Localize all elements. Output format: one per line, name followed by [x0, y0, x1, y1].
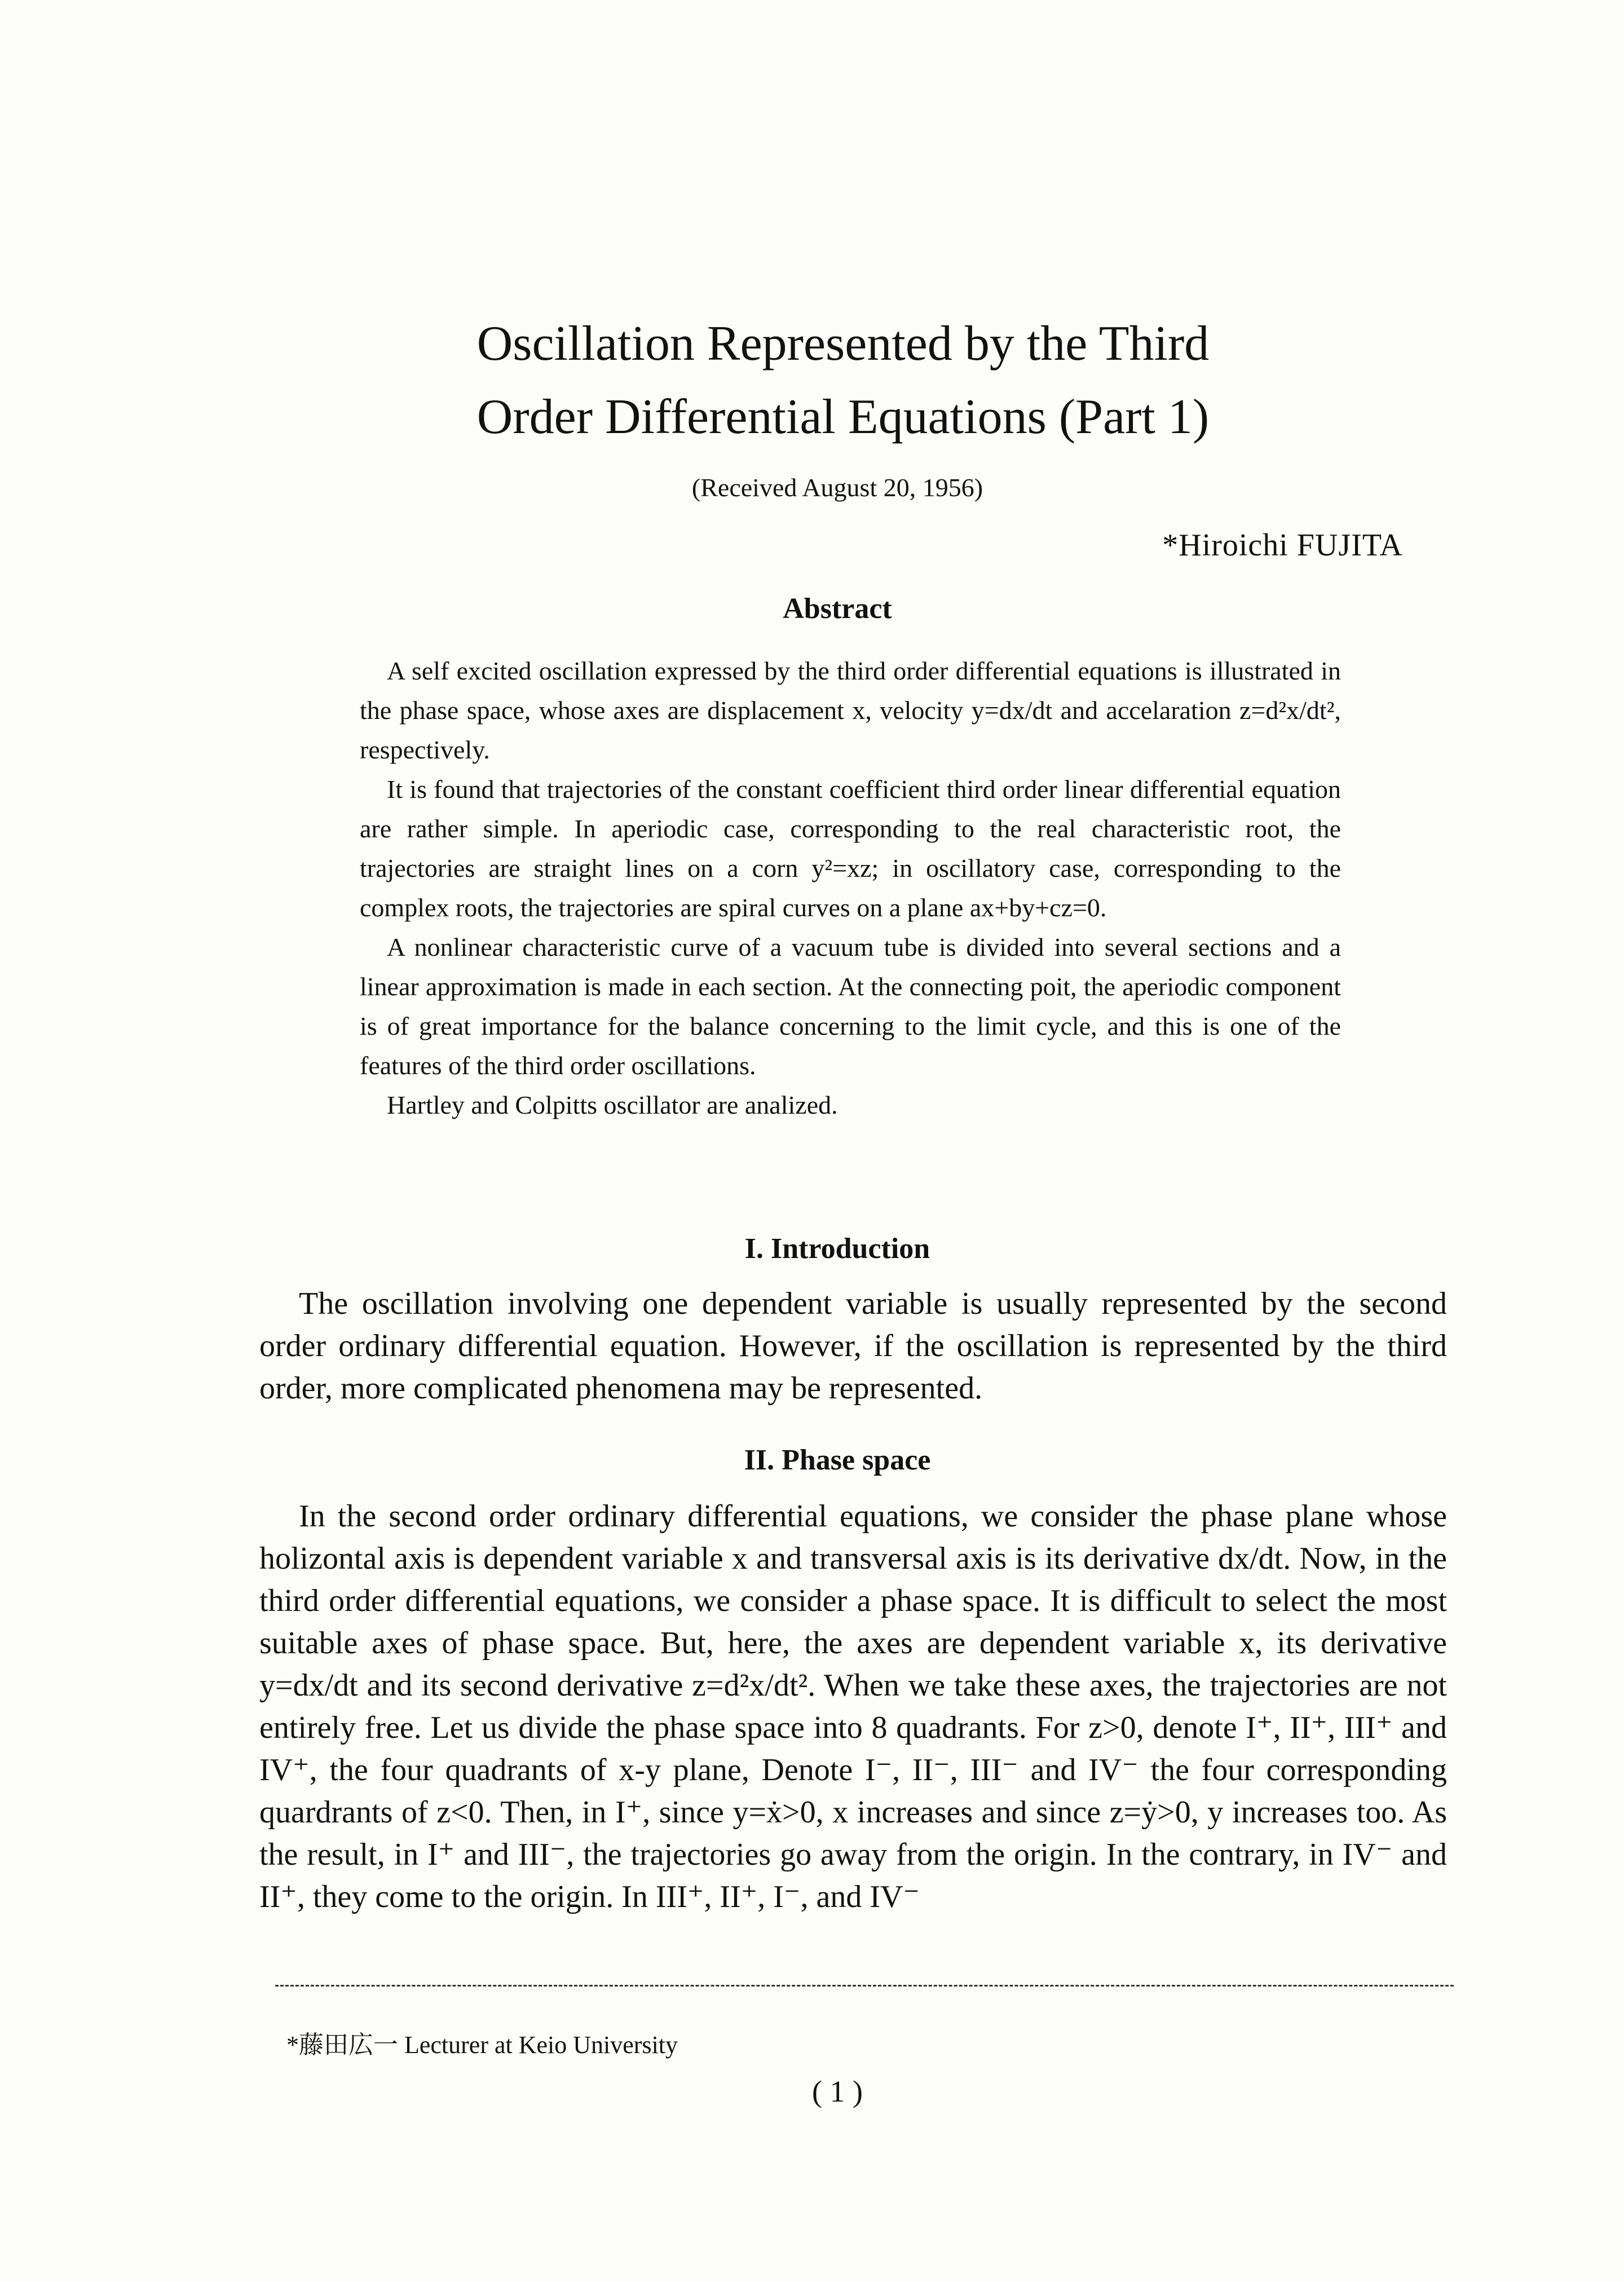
abstract-paragraph: A nonlinear characteristic curve of a vacuum tube is divided into several sections and a linear approximation is made in each section. At the connecting poit, the aperiodic component is of great importance for the balance concerning to the limit cycle, and this is one of the features of the third order oscillations.: [360, 933, 1341, 1080]
introduction-heading: I. Introduction: [744, 1233, 930, 1265]
introduction-paragraph: The oscillation involving one dependent variable is usually represented by the second order ordinary differential equation. However, if the oscillation is represented by the third order, more complicated phenomena may be represented.: [259, 1286, 1447, 1406]
abstract-paragraph: It is found that trajectories of the constant coefficient third order linear differential equation are rather simple. In aperiodic case, corresponding to the real characteristic root, the trajectories are straight lines on a corn y²=xz; in oscillatory case, corresponding to the complex roots, the trajectories are spiral curves on a plane ax+by+cz=0.: [360, 775, 1341, 922]
abstract-heading: Abstract: [783, 593, 892, 625]
abstract-paragraph: Hartley and Colpitts oscillator are analized.: [387, 1091, 838, 1119]
footnote-divider: [275, 1985, 1454, 1987]
abstract-body: [360, 651, 1341, 1125]
introduction-body: [259, 1283, 1447, 1410]
abstract-paragraph: A self excited oscillation expressed by the third order differential equations is illustrated in the phase space, whose axes are displacement x, velocity y=dx/dt and accelaration z=d²x/dt², respectively.: [360, 656, 1341, 764]
title-line-1: Oscillation Represented by the Third: [476, 316, 1210, 371]
footnote: *藤田広一 Lecturer at Keio University: [286, 2031, 678, 2059]
received-date: (Received August 20, 1956): [691, 473, 983, 502]
author-name: *Hiroichi FUJITA: [1162, 528, 1403, 563]
phase-space-body: [259, 1495, 1447, 1918]
phase-space-heading: II. Phase space: [744, 1444, 931, 1476]
paper-title: [0, 307, 1624, 454]
title-line-2: Order Differential Equations (Part 1): [476, 390, 1210, 444]
phase-space-paragraph: In the second order ordinary differential equations, we consider the phase plane whose holizontal axis is dependent variable x and transversal axis is its derivative dx/dt. Now, in the third order differential equations, we consider a phase space. It is difficult to select the most suitable axes of phase space. But, here, the axes are dependent variable x, its derivative y=dx/dt and its second derivative z=d²x/dt². When we take these axes, the trajectories are not entirely free. Let us divide the phase space into 8 quadrants. For z>0, denote I⁺, II⁺, III⁺ and IV⁺, the four quadrants of x-y plane, Denote I⁻, II⁻, III⁻ and IV⁻ the four corresponding quardrants of z<0. Then, in I⁺, since y=ẋ>0, x increases and since z=ẏ>0, y increases too. As the result, in I⁺ and III⁻, the trajectories go away from the origin. In the contrary, in IV⁻ and II⁺, they come to the origin. In III⁺, II⁺, I⁻, and IV⁻: [259, 1499, 1447, 1914]
page-number: ( 1 ): [812, 2074, 863, 2108]
